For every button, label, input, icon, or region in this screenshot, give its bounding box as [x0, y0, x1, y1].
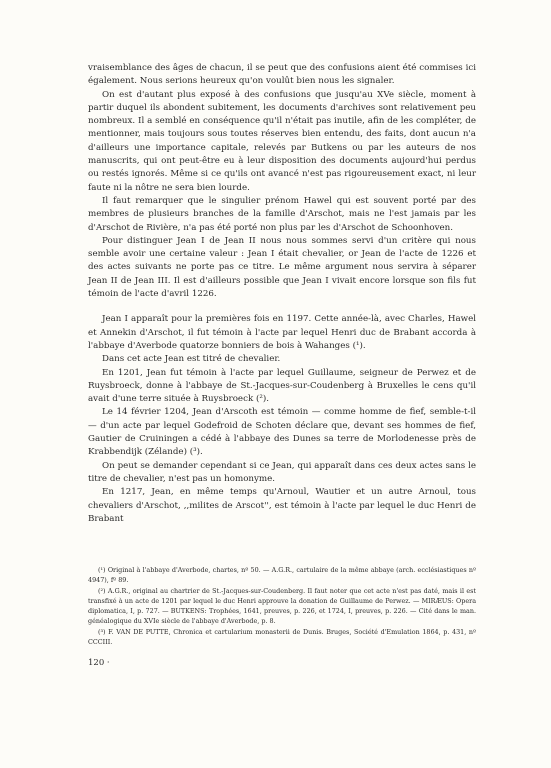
- paragraph: Pour distinguer Jean I de Jean II nous nous sommes servi d'un critère qui nous semble avoir une certaine valeur : Jean I était chevalier, or Jean de l'acte de 1226 et des actes suivants ne porte pas ce titre. Le même argument nous servira à séparer Jean II de Jean III. Il est d'ailleurs possible que Jean I vivait encore lorsque son fils fut témoin de l'acte d'avril 1226.: [88, 235, 476, 300]
- paragraph: Il faut remarquer que le singulier prénom Hawel qui est souvent porté par des membres de plusieurs branches de la famille d'Arschot, mais ne l'est jamais par les d'Arschot de Rivière, n'a pas été porté non plus par les d'Arschot de Schoonhoven.: [88, 195, 476, 233]
- body-text-bottom: [88, 313, 476, 526]
- body-text-top: [88, 62, 476, 301]
- paragraph: Dans cet acte Jean est titré de chevalier.: [102, 354, 281, 365]
- footnote: (³) F. VAN DE PUTTE, Chronica et cartularium monasterii de Dunis. Bruges, Société d'Emulation 1864, p. 431, nº CCCIII.: [88, 627, 476, 647]
- page-number: 120 ·: [88, 658, 110, 668]
- page-body: [88, 62, 476, 526]
- paragraph: Jean I apparaît pour la premières fois en 1197. Cette année-là, avec Charles, Hawel et Annekin d'Arschot, il fut témoin à l'acte par lequel Henri duc de Brabant accorda à l'abbaye d'Averbode quatorze bonniers de bois à Wahanges (¹).: [88, 314, 476, 351]
- paragraph: En 1201, Jean fut témoin à l'acte par lequel Guillaume, seigneur de Perwez et de Ruysbroeck, donne à l'abbaye de St.-Jacques-sur-Coudenberg à Bruxelles le cens qu'il avait d'une terre située à Ruysbroeck (²).: [88, 367, 476, 405]
- paragraph: Le 14 février 1204, Jean d'Arscoth est témoin — comme homme de fief, semble-t-il — d'un acte par lequel Godefroid de Schoten déclare que, devant ses hommes de fief, Gautier de Cruiningen a cédé à l'abbaye des Dunes sa terre de Morlodenesse près de Krabbendijk (Zélande) (³).: [88, 407, 476, 458]
- paragraph: On est d'autant plus exposé à des confusions que jusqu'au XVe siècle, moment à partir duquel ils abondent subitement, les documents d'archives sont relativement peu nombreux. Il a semblé en conséquence qu'il n'était pas inutile, afin de les compléter, de mentionner, mais toujours sous toutes réserves bien entendu, des faits, dont aucun n'a d'ailleurs une importance capitale, relevés par Butkens ou par les auteurs de nos manuscrits, qui ont peut-être eu à leur disposition des documents aujourd'hui perdus ou restés ignorés. Même si ce qu'ils ont avancé n'est pas rigoureusement exact, ni leur faute ni la nôtre ne sera bien lourde.: [88, 89, 476, 193]
- paragraph: On peut se demander cependant si ce Jean, qui apparaît dans ces deux actes sans le titre de chevalier, n'est pas un homonyme.: [88, 460, 476, 484]
- paragraph: vraisemblance des âges de chacun, il se peut que des confusions aient été commises ici également. Nous serions heureux qu'on voulût bien nous les signaler.: [88, 63, 476, 87]
- section-gap: [88, 301, 476, 313]
- footnote: (²) A.G.R., original au chartrier de St.-Jacques-sur-Coudenberg. Il faut noter que cet acte n'est pas daté, mais il est transfixé à un acte de 1201 par lequel le duc Henri approuve la donation de Guillaume de Perwez. — MIRÆUS: Opera diplomatica, I, p. 727. — BUTKENS: Trophées, 1641, preuves, p. 226, et 1724, I, preuves, p. 226. — Cité dans le man. généalogique du XVIe siècle de l'abbaye d'Averbode, p. 8.: [88, 586, 476, 626]
- paragraph: En 1217, Jean, en même temps qu'Arnoul, Wautier et un autre Arnoul, tous chevaliers d'Arschot, ,,milites de Arscot'', est témoin à l'acte par lequel le duc Henri de Brabant: [88, 487, 476, 524]
- footnotes: [88, 565, 476, 647]
- footnote: (¹) Original à l'abbaye d'Averbode, chartes, nº 50. — A.G.R., cartulaire de la même abbaye (arch. ecclésiastiques nº 4947), fº 89.: [88, 566, 476, 585]
